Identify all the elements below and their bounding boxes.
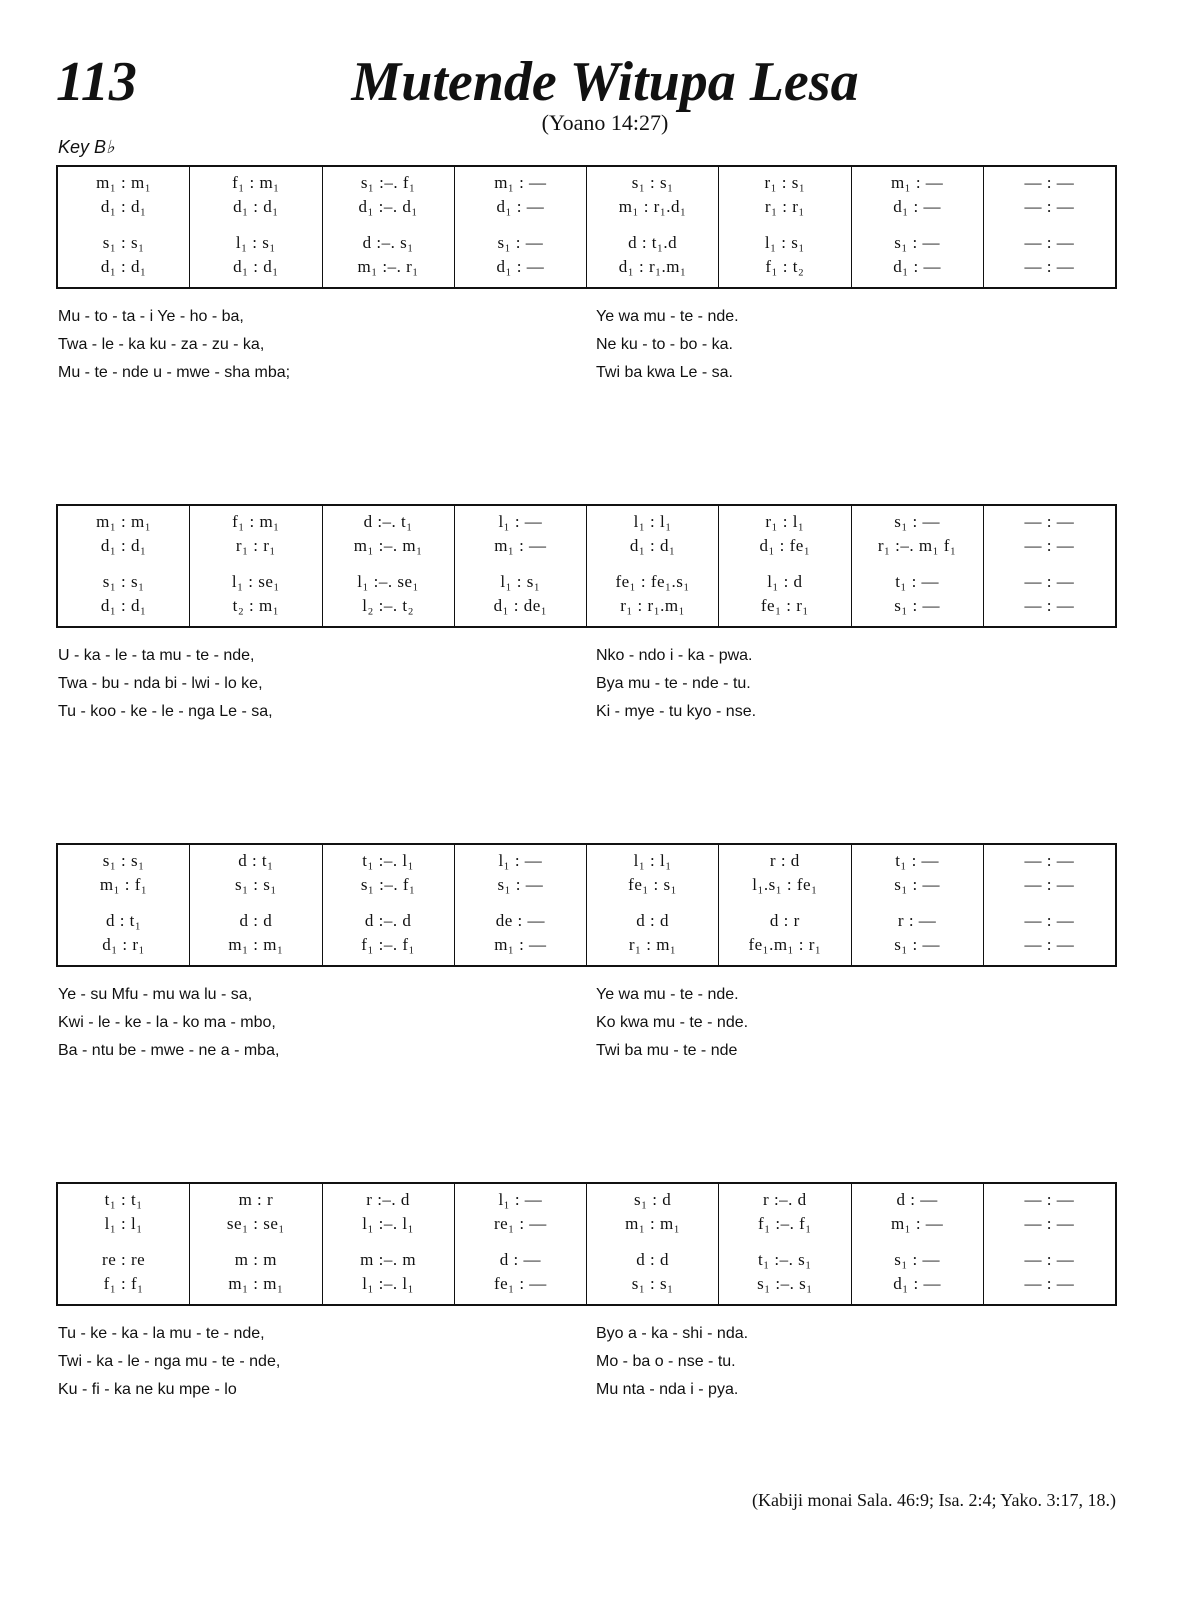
note-row: l₁ : l₁ bbox=[104, 1214, 143, 1233]
note-row: t₁ : — bbox=[895, 572, 940, 591]
measure bbox=[454, 1184, 586, 1304]
measure bbox=[322, 506, 454, 626]
note-row: l₁ : s₁ bbox=[500, 572, 541, 591]
note-row: d : d bbox=[636, 1250, 669, 1269]
note-row: d₁ : d₁ bbox=[233, 197, 279, 216]
note-row: m : m bbox=[234, 1250, 277, 1269]
note-row: f₁ :–. f₁ bbox=[361, 935, 415, 954]
note-row: r : d bbox=[769, 851, 800, 870]
note-row: s₁ : s₁ bbox=[234, 875, 277, 894]
note-row: r₁ : m₁ bbox=[628, 935, 677, 954]
measure bbox=[454, 506, 586, 626]
lyric-second-half: Mo - ba o - nse - tu. bbox=[596, 1353, 736, 1370]
note-row: s₁ :–. s₁ bbox=[757, 1274, 813, 1293]
lyric-line bbox=[0, 675, 1200, 703]
lyric-line bbox=[0, 336, 1200, 364]
note-row: s₁ : — bbox=[894, 935, 940, 954]
measure bbox=[983, 167, 1115, 287]
note-row: d : d bbox=[239, 911, 273, 930]
lyric-first-half: Ku - fi - ka ne ku mpe - lo bbox=[58, 1381, 237, 1398]
measure bbox=[58, 167, 189, 287]
note-row: d : t₁ bbox=[105, 911, 142, 930]
note-row: l₁ :–. l₁ bbox=[362, 1214, 415, 1233]
note-row: f₁ : m₁ bbox=[232, 173, 280, 192]
measure bbox=[189, 1184, 321, 1304]
note-row: re₁ : — bbox=[493, 1214, 547, 1233]
note-row: d₁ : r₁ bbox=[102, 935, 145, 954]
measure bbox=[983, 506, 1115, 626]
staff-system-3 bbox=[56, 843, 1117, 967]
note-row: — : — bbox=[1024, 1214, 1075, 1233]
lyric-line bbox=[0, 1014, 1200, 1042]
note-row: — : — bbox=[1024, 572, 1075, 591]
measure bbox=[586, 506, 718, 626]
note-row: l₁ : — bbox=[498, 512, 543, 531]
note-row: d : r bbox=[769, 911, 800, 930]
note-row: l₁ :–. se₁ bbox=[357, 572, 419, 591]
note-row: — : — bbox=[1024, 935, 1075, 954]
note-row: l₁ : s₁ bbox=[764, 233, 805, 252]
lyric-second-half: Ko kwa mu - te - nde. bbox=[596, 1014, 749, 1031]
note-row: d₁ : fe₁ bbox=[759, 536, 811, 555]
note-row: — : — bbox=[1024, 596, 1075, 615]
note-row: f₁ :–. f₁ bbox=[758, 1214, 812, 1233]
note-row: fe₁ : r₁ bbox=[760, 596, 809, 615]
note-row: s₁ : s₁ bbox=[102, 572, 145, 591]
note-row: — : — bbox=[1024, 1250, 1075, 1269]
measure bbox=[454, 845, 586, 965]
note-row: s₁ : s₁ bbox=[102, 233, 145, 252]
measure bbox=[718, 1184, 850, 1304]
note-row: fe₁ : — bbox=[493, 1274, 547, 1293]
scripture-reference: (Yoano 14:27) bbox=[541, 110, 669, 135]
note-row: d :–. t₁ bbox=[363, 512, 413, 531]
note-row: d :–. s₁ bbox=[362, 233, 414, 252]
note-row: fe₁.m₁ : r₁ bbox=[748, 935, 822, 954]
measure bbox=[851, 845, 983, 965]
lyric-second-half: Twi ba kwa Le - sa. bbox=[596, 364, 733, 381]
note-row: s₁ :–. f₁ bbox=[360, 173, 416, 192]
note-row: r₁ : l₁ bbox=[765, 512, 805, 531]
measure bbox=[454, 167, 586, 287]
staff-system-4 bbox=[56, 1182, 1117, 1306]
lyric-second-half: Bya mu - te - nde - tu. bbox=[596, 675, 751, 692]
note-row: d₁ : — bbox=[893, 197, 941, 216]
lyric-second-half: Twi ba mu - te - nde bbox=[596, 1042, 738, 1059]
note-row: fe₁ : fe₁.s₁ bbox=[615, 572, 690, 591]
note-row: d₁ :–. d₁ bbox=[358, 197, 418, 216]
note-row: re : re bbox=[102, 1250, 146, 1269]
note-row: m₁ : — bbox=[890, 173, 944, 192]
lyric-first-half: Tu - ke - ka - la mu - te - nde, bbox=[58, 1325, 265, 1342]
note-row: l₁.s₁ : fe₁ bbox=[752, 875, 818, 894]
note-row: l₁ : d bbox=[767, 572, 803, 591]
lyric-first-half: Twa - le - ka ku - za - zu - ka, bbox=[58, 336, 265, 353]
measure bbox=[58, 1184, 189, 1304]
measure bbox=[322, 845, 454, 965]
note-row: s₁ :–. f₁ bbox=[360, 875, 416, 894]
note-row: r :–. d bbox=[366, 1190, 410, 1209]
measure bbox=[718, 167, 850, 287]
note-row: d : d bbox=[636, 911, 669, 930]
lyric-line bbox=[0, 364, 1200, 392]
lyric-second-half: Ye wa mu - te - nde. bbox=[596, 986, 739, 1003]
note-row: m₁ : — bbox=[494, 173, 547, 192]
staff-system-2 bbox=[56, 504, 1117, 628]
measure bbox=[58, 845, 189, 965]
note-row: m₁ : m₁ bbox=[228, 1274, 284, 1293]
measure bbox=[983, 845, 1115, 965]
note-row: r :–. d bbox=[763, 1190, 807, 1209]
lyric-first-half: Mu - to - ta - i Ye - ho - ba, bbox=[58, 308, 244, 325]
note-row: l₁ : — bbox=[498, 1190, 543, 1209]
note-row: d₁ : d₁ bbox=[100, 257, 147, 276]
lyric-line bbox=[0, 1325, 1200, 1353]
note-row: — : — bbox=[1024, 257, 1075, 276]
note-row: m : r bbox=[238, 1190, 274, 1209]
note-row: t₁ :–. l₁ bbox=[362, 851, 415, 870]
note-row: r₁ : r₁.m₁ bbox=[620, 596, 686, 615]
note-row: s₁ : — bbox=[497, 233, 544, 252]
note-row: t₂ : m₁ bbox=[232, 596, 280, 615]
note-row: — : — bbox=[1024, 536, 1075, 555]
note-row: d : — bbox=[896, 1190, 938, 1209]
note-row: d₁ : r₁.m₁ bbox=[618, 257, 687, 276]
note-row: m₁ : — bbox=[494, 536, 547, 555]
hymn-title: Mutende Witupa Lesa bbox=[351, 51, 859, 113]
measure bbox=[586, 1184, 718, 1304]
note-row: m₁ :–. r₁ bbox=[357, 257, 419, 276]
note-row: se₁ : se₁ bbox=[226, 1214, 285, 1233]
note-row: f₁ : f₁ bbox=[103, 1274, 144, 1293]
note-row: m₁ : m₁ bbox=[96, 173, 152, 192]
lyric-line bbox=[0, 1381, 1200, 1409]
note-row: d : — bbox=[499, 1250, 541, 1269]
note-row: — : — bbox=[1024, 512, 1075, 531]
note-row: d₁ : — bbox=[893, 1274, 941, 1293]
note-row: l₁ : — bbox=[498, 851, 543, 870]
measure bbox=[851, 1184, 983, 1304]
measure bbox=[718, 506, 850, 626]
measure bbox=[586, 167, 718, 287]
lyric-second-half: Ne ku - to - bo - ka. bbox=[596, 336, 733, 353]
note-row: l₁ : se₁ bbox=[231, 572, 280, 591]
note-row: l₂ :–. t₂ bbox=[362, 596, 415, 615]
lyric-line bbox=[0, 308, 1200, 336]
note-row: t₁ : — bbox=[895, 851, 940, 870]
note-row: m₁ : — bbox=[494, 935, 547, 954]
measure bbox=[851, 167, 983, 287]
note-row: t₁ : t₁ bbox=[104, 1190, 143, 1209]
note-row: d : t₁ bbox=[238, 851, 274, 870]
lyric-second-half: Mu nta - nda i - pya. bbox=[596, 1381, 739, 1398]
note-row: r₁ : r₁ bbox=[235, 536, 276, 555]
note-row: d₁ : — bbox=[893, 257, 941, 276]
note-row: m :–. m bbox=[360, 1250, 417, 1269]
hymn-number: 113 bbox=[56, 51, 137, 113]
measure bbox=[322, 1184, 454, 1304]
note-row: — : — bbox=[1024, 233, 1075, 252]
note-row: d :–. d bbox=[364, 911, 412, 930]
measure bbox=[851, 506, 983, 626]
note-row: d₁ : — bbox=[496, 197, 545, 216]
lyric-line bbox=[0, 986, 1200, 1014]
note-row: — : — bbox=[1024, 1274, 1075, 1293]
note-row: m₁ : m₁ bbox=[625, 1214, 681, 1233]
lyric-line bbox=[0, 1042, 1200, 1070]
note-row: s₁ : — bbox=[894, 1250, 940, 1269]
lyric-first-half: Ye - su Mfu - mu wa lu - sa, bbox=[58, 986, 253, 1003]
footer-references: (Kabiji monai Sala. 46:9; Isa. 2:4; Yako. 3:17, 18.) bbox=[752, 1490, 1116, 1510]
lyric-first-half: Twa - bu - nda bi - lwi - lo ke, bbox=[58, 675, 263, 692]
note-row: l₁ : l₁ bbox=[633, 512, 672, 531]
note-row: — : — bbox=[1024, 197, 1075, 216]
lyric-first-half: Tu - koo - ke - le - nga Le - sa, bbox=[58, 703, 273, 720]
note-row: fe₁ : s₁ bbox=[628, 875, 678, 894]
lyric-second-half: Nko - ndo i - ka - pwa. bbox=[596, 647, 753, 664]
note-row: d₁ : d₁ bbox=[233, 257, 279, 276]
note-row: s₁ : — bbox=[497, 875, 544, 894]
note-row: d₁ : d₁ bbox=[629, 536, 676, 555]
lyric-first-half: Ba - ntu be - mwe - ne a - mba, bbox=[58, 1042, 280, 1059]
note-row: s₁ : s₁ bbox=[631, 1274, 674, 1293]
note-row: d₁ : d₁ bbox=[100, 536, 147, 555]
note-row: s₁ : — bbox=[894, 875, 940, 894]
note-row: m₁ : f₁ bbox=[99, 875, 148, 894]
note-row: — : — bbox=[1024, 173, 1075, 192]
note-row: f₁ : t₂ bbox=[765, 257, 805, 276]
note-row: — : — bbox=[1024, 1190, 1075, 1209]
note-row: m₁ : m₁ bbox=[96, 512, 152, 531]
note-row: m₁ : r₁.d₁ bbox=[618, 197, 687, 216]
lyric-line bbox=[0, 1353, 1200, 1381]
measure bbox=[189, 167, 321, 287]
note-row: l₁ : s₁ bbox=[235, 233, 276, 252]
note-row: m₁ : m₁ bbox=[228, 935, 284, 954]
note-row: m₁ : — bbox=[890, 1214, 944, 1233]
key-signature: Key B♭ bbox=[58, 137, 115, 157]
note-row: d₁ : — bbox=[496, 257, 545, 276]
lyric-second-half: Ki - mye - tu kyo - nse. bbox=[596, 703, 757, 720]
note-row: d₁ : d₁ bbox=[100, 596, 147, 615]
measure bbox=[322, 167, 454, 287]
lyric-first-half: Kwi - le - ke - la - ko ma - mbo, bbox=[58, 1014, 276, 1031]
note-row: r₁ :–. m₁ f₁ bbox=[877, 536, 957, 555]
measure bbox=[718, 845, 850, 965]
note-row: f₁ : m₁ bbox=[232, 512, 280, 531]
lyric-line bbox=[0, 703, 1200, 731]
lyric-first-half: U - ka - le - ta mu - te - nde, bbox=[58, 647, 255, 664]
note-row: d : t₁.d bbox=[628, 233, 678, 252]
note-row: s₁ : s₁ bbox=[102, 851, 145, 870]
lyric-second-half: Ye wa mu - te - nde. bbox=[596, 308, 739, 325]
note-row: d₁ : d₁ bbox=[100, 197, 147, 216]
note-row: l₁ :–. l₁ bbox=[362, 1274, 415, 1293]
note-row: r₁ : s₁ bbox=[764, 173, 806, 192]
note-row: s₁ : s₁ bbox=[631, 173, 674, 192]
note-row: l₁ : l₁ bbox=[633, 851, 672, 870]
note-row: s₁ : — bbox=[894, 233, 940, 252]
note-row: s₁ : — bbox=[894, 512, 940, 531]
note-row: r₁ : r₁ bbox=[764, 197, 805, 216]
lyric-first-half: Twi - ka - le - nga mu - te - nde, bbox=[58, 1353, 281, 1370]
lyric-first-half: Mu - te - nde u - mwe - sha mba; bbox=[58, 364, 291, 381]
measure bbox=[983, 1184, 1115, 1304]
note-row: s₁ : — bbox=[894, 596, 940, 615]
note-row: — : — bbox=[1024, 911, 1075, 930]
note-row: s₁ : d bbox=[633, 1190, 672, 1209]
measure bbox=[189, 506, 321, 626]
measure bbox=[58, 506, 189, 626]
note-row: — : — bbox=[1024, 875, 1075, 894]
note-row: m₁ :–. m₁ bbox=[353, 536, 423, 555]
note-row: — : — bbox=[1024, 851, 1075, 870]
measure bbox=[586, 845, 718, 965]
staff-system-1 bbox=[56, 165, 1117, 289]
note-row: t₁ :–. s₁ bbox=[758, 1250, 812, 1269]
note-row: d₁ : de₁ bbox=[493, 596, 548, 615]
lyric-second-half: Byo a - ka - shi - nda. bbox=[596, 1325, 749, 1342]
lyric-line bbox=[0, 647, 1200, 675]
note-row: r : — bbox=[897, 911, 937, 930]
measure bbox=[189, 845, 321, 965]
note-row: de : — bbox=[495, 911, 546, 930]
